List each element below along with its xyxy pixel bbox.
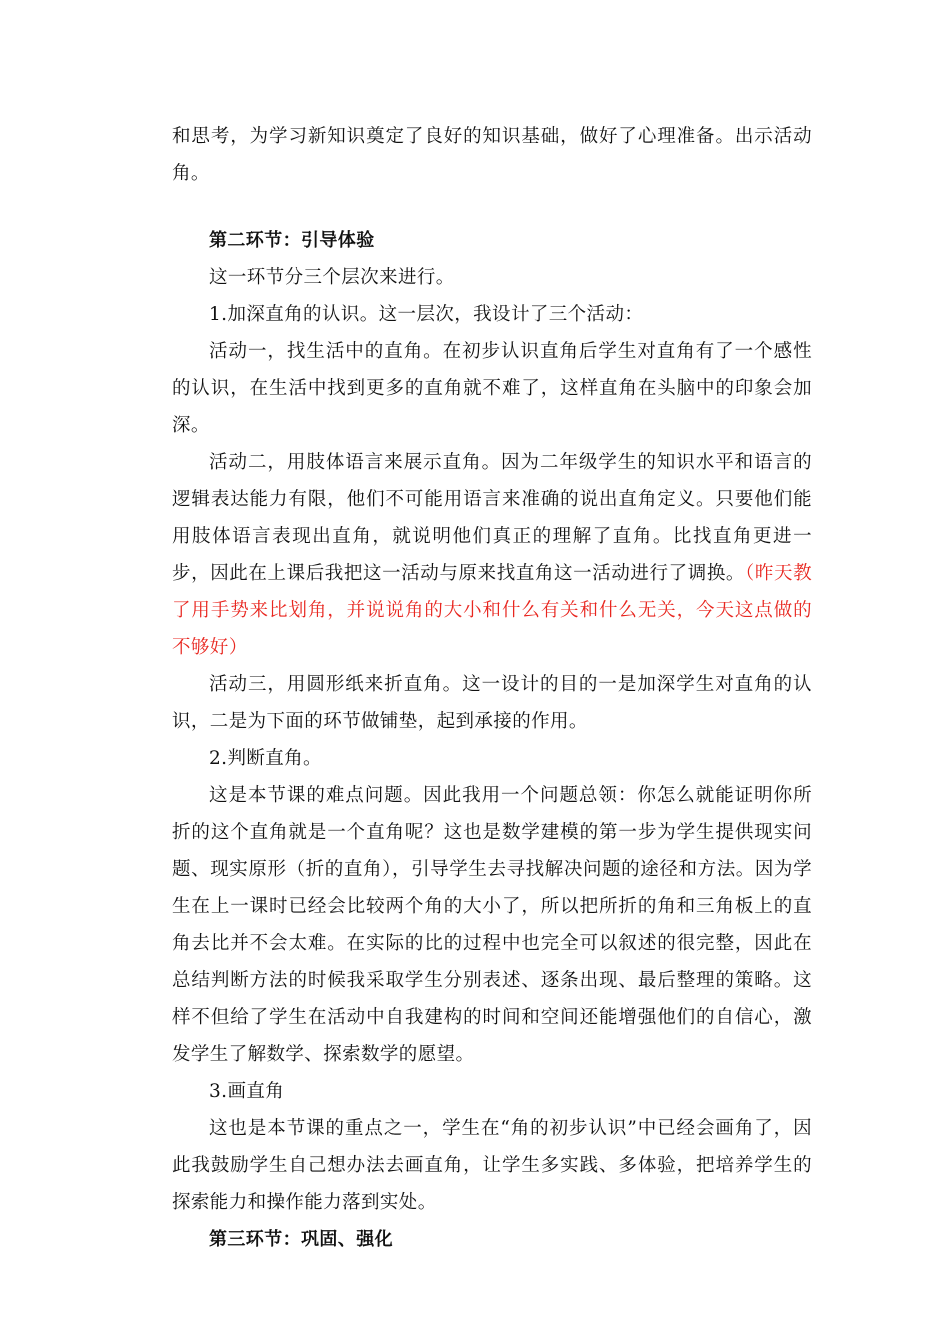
paragraph-draw-right-angle: 这也是本节课的重点之一，学生在“角的初步认识”中已经会画角了，因此我鼓励学生自己想办法去画直角，让学生多实践、多体验，把培养学生的探索能力和操作能力落到实处。 xyxy=(172,1118,812,1213)
paragraph-overview: 这一环节分三个层次来进行。 xyxy=(209,267,455,288)
paragraph-activity-3: 活动三，用圆形纸来折直角。这一设计的目的一是加深学生对直角的认识，二是为下面的环节做铺垫，起到承接的作用。 xyxy=(172,674,812,732)
paragraph-activity-1: 活动一，找生活中的直角。在初步认识直角后学生对直角有了一个感性的认识，在生活中找到更多的直角就不难了，这样直角在头脑中的印象会加深。 xyxy=(172,341,812,436)
layer-1-title: 1.加深直角的认识。这一层次，我设计了三个活动： xyxy=(209,304,644,325)
section-heading-2: 第二环节：引导体验 xyxy=(209,230,375,251)
paragraph-intro-continuation: 和思考，为学习新知识奠定了良好的知识基础，做好了心理准备。出示活动角。 xyxy=(172,126,812,184)
teacher-reflection-note: （昨天教了用手势来比划角，并说说角的大小和什么有关和什么无关，今天这点做的不够好） xyxy=(172,563,812,658)
layer-2-title: 2.判断直角。 xyxy=(209,748,322,769)
layer-3-title: 3.画直角 xyxy=(209,1081,285,1102)
activity-2-text: 活动二，用肢体语言来展示直角。因为二年级学生的知识水平和语言的逻辑表达能力有限，他们不可能用语言来准确的说出直角定义。只要他们能用肢体语言表现出直角，就说明他们真正的理解了直角。比找直角更进一步，因此在上课后我把这一活动与原来找直角这一活动进行了调换。 xyxy=(172,452,812,584)
document-body xyxy=(172,118,812,1258)
section-heading-3: 第三环节：巩固、强化 xyxy=(209,1229,393,1250)
paragraph-judge-right-angle: 这是本节课的难点问题。因此我用一个问题总领：你怎么就能证明你所折的这个直角就是一个直角呢？这也是数学建模的第一步为学生提供现实问题、现实原形（折的直角），引导学生去寻找解决问题的途径和方法。因为学生在上一课时已经会比较两个角的大小了，所以把所折的角和三角板上的直角去比并不会太难。在实际的比的过程中也完全可以叙述的很完整，因此在总结判断方法的时候我采取学生分别表述、逐条出现、最后整理的策略。这样不但给了学生在活动中自我建构的时间和空间还能增强他们的自信心，激发学生了解数学、探索数学的愿望。 xyxy=(172,785,812,1065)
paragraph-activity-2 xyxy=(172,444,812,666)
